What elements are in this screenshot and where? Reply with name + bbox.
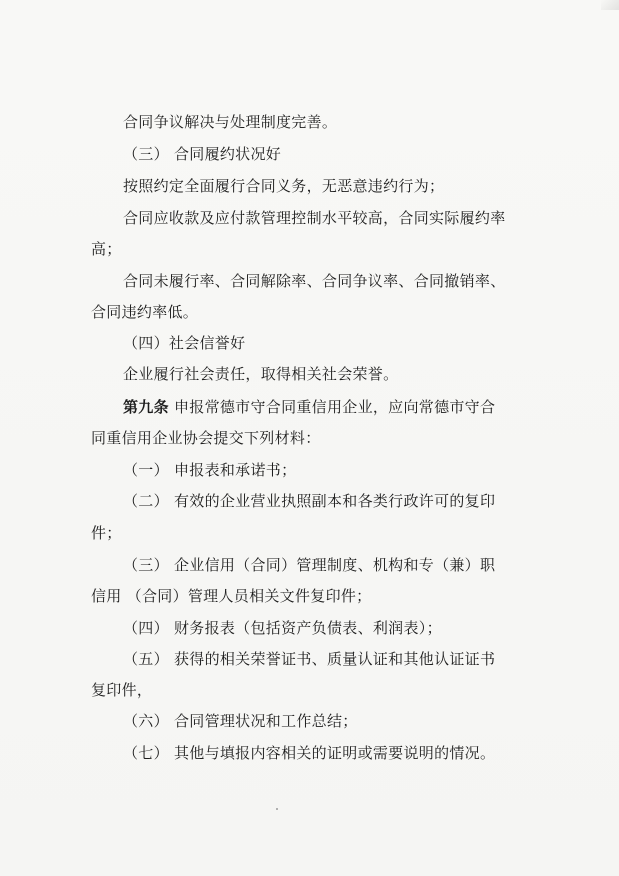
text-line-10 — [123, 397, 495, 417]
text-line-17: （四） 财务报表（包括资产负债表、利润表）； — [123, 619, 442, 637]
text-line-2: （三） 合同履约状况好 — [123, 145, 282, 163]
text-line-11: 同重信用企业协会提交下列材料： — [91, 429, 321, 447]
text-line-21: （七） 其他与填报内容相关的证明或需要说明的情况。 — [123, 744, 496, 762]
article-number: 第九条 — [123, 398, 169, 416]
text-line-7: 合同违约率低。 — [91, 303, 199, 321]
text-line-1: 合同争议解决与处理制度完善。 — [123, 113, 338, 131]
text-line-15: （三） 企业信用（合同）管理制度、机构和专（兼）职 — [123, 556, 496, 574]
text-line-16: 信用 （合同）管理人员相关文件复印件； — [91, 587, 372, 605]
text-line-20: （六） 合同管理状况和工作总结； — [123, 712, 358, 730]
text-line-8: （四）社会信誉好 — [123, 334, 246, 352]
text-line-3: 按照约定全面履行合同义务，无恶意违约行为； — [123, 177, 445, 195]
text-line-13: （二） 有效的企业营业执照副本和各类行政许可的复印 — [123, 492, 496, 510]
article-text: 申报常德市守合同重信用企业，应向常德市守合 — [168, 398, 496, 416]
text-line-5: 高； — [91, 240, 122, 258]
text-line-4: 合同应收款及应付款管理控制水平较高，合同实际履约率 — [123, 209, 506, 227]
text-line-9: 企业履行社会责任，取得相关社会荣誉。 — [123, 365, 399, 383]
scan-speck — [276, 808, 278, 810]
text-line-6: 合同未履行率、合同解除率、合同争议率、合同撤销率、 — [123, 272, 506, 290]
text-line-12: （一） 申报表和承诺书； — [123, 461, 297, 479]
text-line-18: （五） 获得的相关荣誉证书、质量认证和其他认证证书 — [123, 650, 496, 668]
scan-corner-shadow — [601, 0, 619, 10]
text-line-14: 件； — [91, 524, 122, 542]
text-line-19: 复印件， — [91, 681, 153, 699]
